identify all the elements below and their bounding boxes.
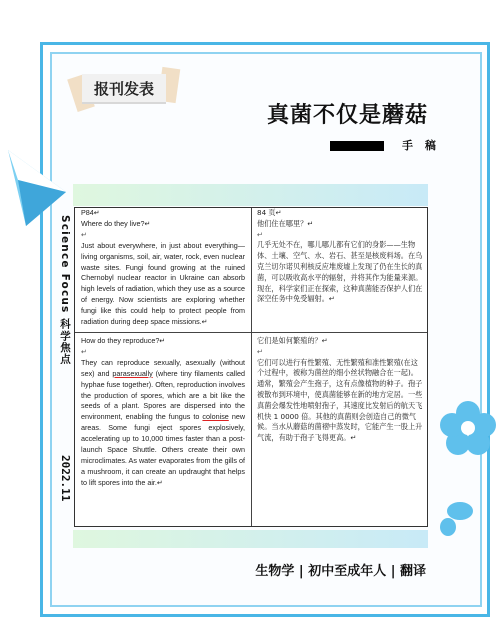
decor-blob (447, 502, 473, 520)
cell-row1-cn (257, 208, 425, 305)
answer-cn: 几乎无处不在，哪儿哪儿都有它们的身影——生物体、土壤、空气、水、岩石、甚至是核废料场。在乌克兰切尔诺贝利核反应堆废墟上发现了仍在生长的真菌，可以吸收高水平的辐射，并将其作为能量来源。现在，科学家们正在探索，这种真菌能否保护人们在深空任务中免受辐射。↵ (257, 240, 423, 304)
decor-blob (440, 518, 456, 536)
answer-en (81, 358, 245, 489)
blank-line: ↵ (257, 229, 264, 239)
blank-line: ↵ (81, 229, 88, 239)
question-en: How do they reproduce?↵ (81, 336, 166, 345)
cell-row1-en (81, 208, 245, 328)
question-cn: 他们住在哪里？↵ (257, 218, 314, 228)
issue-date: 2022.11 (59, 455, 72, 502)
blank-line: ↵ (257, 346, 264, 356)
author-redaction-bar (330, 141, 384, 151)
underlined-word: colonise (202, 412, 229, 422)
answer-part: (where tiny filaments called hyphae fuse together). Often, reproduction involves the production of spores, which are a bit like the seeds of a plant. Spores are dispersed into the environment, enabling the fungus to (81, 368, 245, 422)
table-hline (75, 332, 427, 333)
question-cn: 它们是如何繁殖的？↵ (257, 336, 328, 345)
answer-part: new areas. Some fungi eject spores explosively, accelerating up to 10,000 times faster than a post-launch Space Shuttle. Others create their own microclimates. As water evaporates from the gills of a mushroom, it can create an updraught that helps to lift spores into the air.↵ (81, 412, 246, 487)
blank-line: ↵ (81, 346, 88, 356)
bottom-gradient-bar (73, 530, 428, 548)
answer-cn: 它们可以进行有性繁殖、无性繁殖和准性繁殖(在这个过程中，被称为菌丝的细小丝状物融合在一起)。通常，繁殖会产生孢子，这有点像植物的种子。孢子被散布到环境中，使真菌能够在新的地方定居。一些真菌会爆发性地喷射孢子，其速度比发射后的航天飞机快 1 0000 倍。其他的真菌则会创造自己的微气候。当水从蘑菇的菌褶中蒸发时，它能产生一股上升气流，有助于孢子飞得更高。↵ (257, 357, 423, 443)
bilingual-table (74, 207, 428, 527)
page-ref-cn: 84 页↵ (257, 208, 282, 217)
footer-tags: 生物学 | 初中至成年人 | 翻译 (255, 564, 426, 579)
page-title: 真菌不仅是蘑菇 (266, 103, 428, 128)
cell-row2-cn (257, 336, 425, 444)
author-role: 手 稿 (402, 139, 440, 152)
table-vline (251, 208, 252, 526)
tag-text: 报刊发表 (94, 80, 155, 98)
top-gradient-bar (73, 184, 428, 206)
answer-en: Just about everywhere, in just about everything—living organisms, soil, air, water, rock, even nuclear waste sites. Fungi found growing at the ruined Chernobyl nuclear reactor in Ukraine can absorb high levels of radiation, which they use as a source of energy. Now scientists are exploring whether fungi like this could help to protect people from radiation during deep space missions.↵ (81, 240, 245, 327)
question-en: Where do they live?↵ (81, 218, 151, 228)
underlined-word: parasexually (112, 368, 153, 378)
source-label: Science Focus 科学焦点 (59, 215, 71, 366)
answer-part: They can reproduce sexually, asexually (without sex) and (81, 357, 245, 378)
flower-icon (430, 395, 500, 479)
cell-row2-en (81, 336, 245, 489)
page-ref-en: P84↵ (81, 208, 100, 217)
